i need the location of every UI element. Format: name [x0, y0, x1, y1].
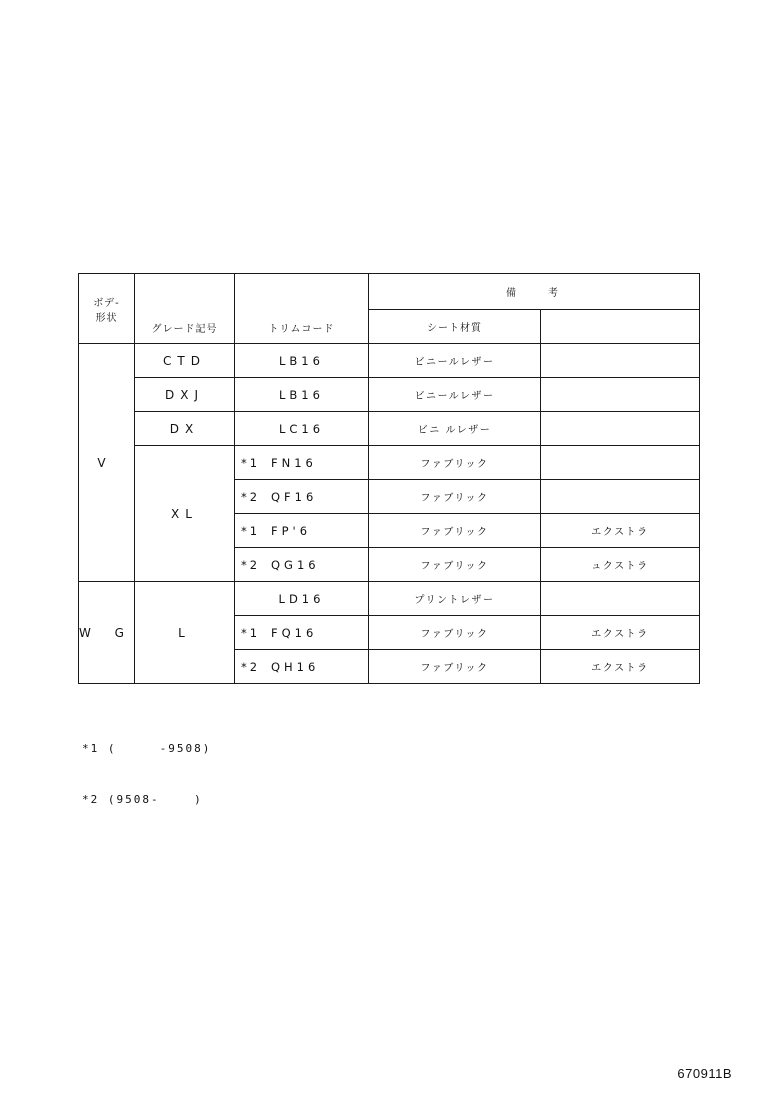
trim-code-table: [78, 273, 700, 684]
trim-code-header: トリムコード: [234, 274, 368, 344]
footnotes: [82, 706, 211, 825]
trim-code: LD16: [278, 591, 325, 606]
footnote-1: *1 ( -9508): [82, 742, 212, 755]
grade-cell: XL: [134, 446, 234, 582]
trim-code: LC16: [278, 421, 325, 436]
remark-cell: エクストラ: [540, 616, 699, 650]
trim-code-cell: [234, 582, 368, 616]
remark-cell: [540, 582, 699, 616]
trim-code: LB16: [279, 387, 324, 402]
footnote-mark: *1: [240, 455, 261, 470]
grade-header: グレード記号: [134, 274, 234, 344]
table-row: [79, 446, 700, 480]
trim-code: FP'6: [270, 523, 312, 538]
trim-code-cell: [234, 378, 368, 412]
footnote-2: *2 (9508- ): [82, 793, 203, 806]
seat-material-header: シート材質: [368, 310, 540, 344]
body-shape-header-line2: 形状: [95, 312, 118, 324]
footnote-mark: *2: [240, 557, 261, 572]
table-row: [79, 344, 700, 378]
body-shape-cell: V: [79, 344, 135, 582]
trim-code-cell: [234, 548, 368, 582]
trim-code-cell: [234, 480, 368, 514]
remark-cell: [540, 446, 699, 480]
body-shape-header-line1: ボデ-: [93, 297, 120, 309]
seat-material-cell: ファブリック: [368, 446, 540, 480]
grade-cell: CTD: [134, 344, 234, 378]
table-row: [79, 378, 700, 412]
trim-code: QG16: [270, 557, 320, 572]
footnote-mark: *1: [240, 625, 261, 640]
trim-code-cell: [234, 344, 368, 378]
trim-code-cell: [234, 446, 368, 480]
remarks-header: 備 考: [368, 274, 699, 310]
body-shape-header: [79, 274, 135, 344]
remark-cell: [540, 480, 699, 514]
trim-code-cell: [234, 616, 368, 650]
trim-code-cell: [234, 650, 368, 684]
seat-material-cell: ビニールレザー: [368, 378, 540, 412]
table-body: [79, 344, 700, 684]
trim-code: FQ16: [270, 625, 318, 640]
body-shape-cell: W G: [79, 582, 135, 684]
remark-cell: エクストラ: [540, 650, 699, 684]
trim-code: QH16: [270, 659, 320, 674]
seat-material-cell: ファブリック: [368, 650, 540, 684]
table-row: [79, 412, 700, 446]
seat-material-cell: ファブリック: [368, 480, 540, 514]
table-row: [79, 582, 700, 616]
grade-cell: DX: [134, 412, 234, 446]
grade-cell: DXJ: [134, 378, 234, 412]
footnote-mark: *1: [240, 523, 261, 538]
header-row-1: [79, 274, 700, 310]
remark-cell: [540, 412, 699, 446]
trim-code: QF16: [270, 489, 318, 504]
trim-code-cell: [234, 514, 368, 548]
footnote-mark: *2: [240, 489, 261, 504]
trim-code: FN16: [270, 455, 317, 470]
trim-code-cell: [234, 412, 368, 446]
remark-cell: ュクストラ: [540, 548, 699, 582]
seat-material-cell: ビニ ルレザー: [368, 412, 540, 446]
remark-cell: エクストラ: [540, 514, 699, 548]
seat-material-cell: プリントレザー: [368, 582, 540, 616]
remark-cell: [540, 378, 699, 412]
document-reference: 670911B: [677, 1066, 732, 1081]
seat-material-cell: ファブリック: [368, 616, 540, 650]
grade-cell: L: [134, 582, 234, 684]
trim-code: LB16: [279, 353, 324, 368]
remark-cell: [540, 344, 699, 378]
seat-material-cell: ファブリック: [368, 514, 540, 548]
seat-material-cell: ファブリック: [368, 548, 540, 582]
seat-material-cell: ビニールレザー: [368, 344, 540, 378]
footnote-mark: *2: [240, 659, 261, 674]
remarks-subheader-blank: [540, 310, 699, 344]
